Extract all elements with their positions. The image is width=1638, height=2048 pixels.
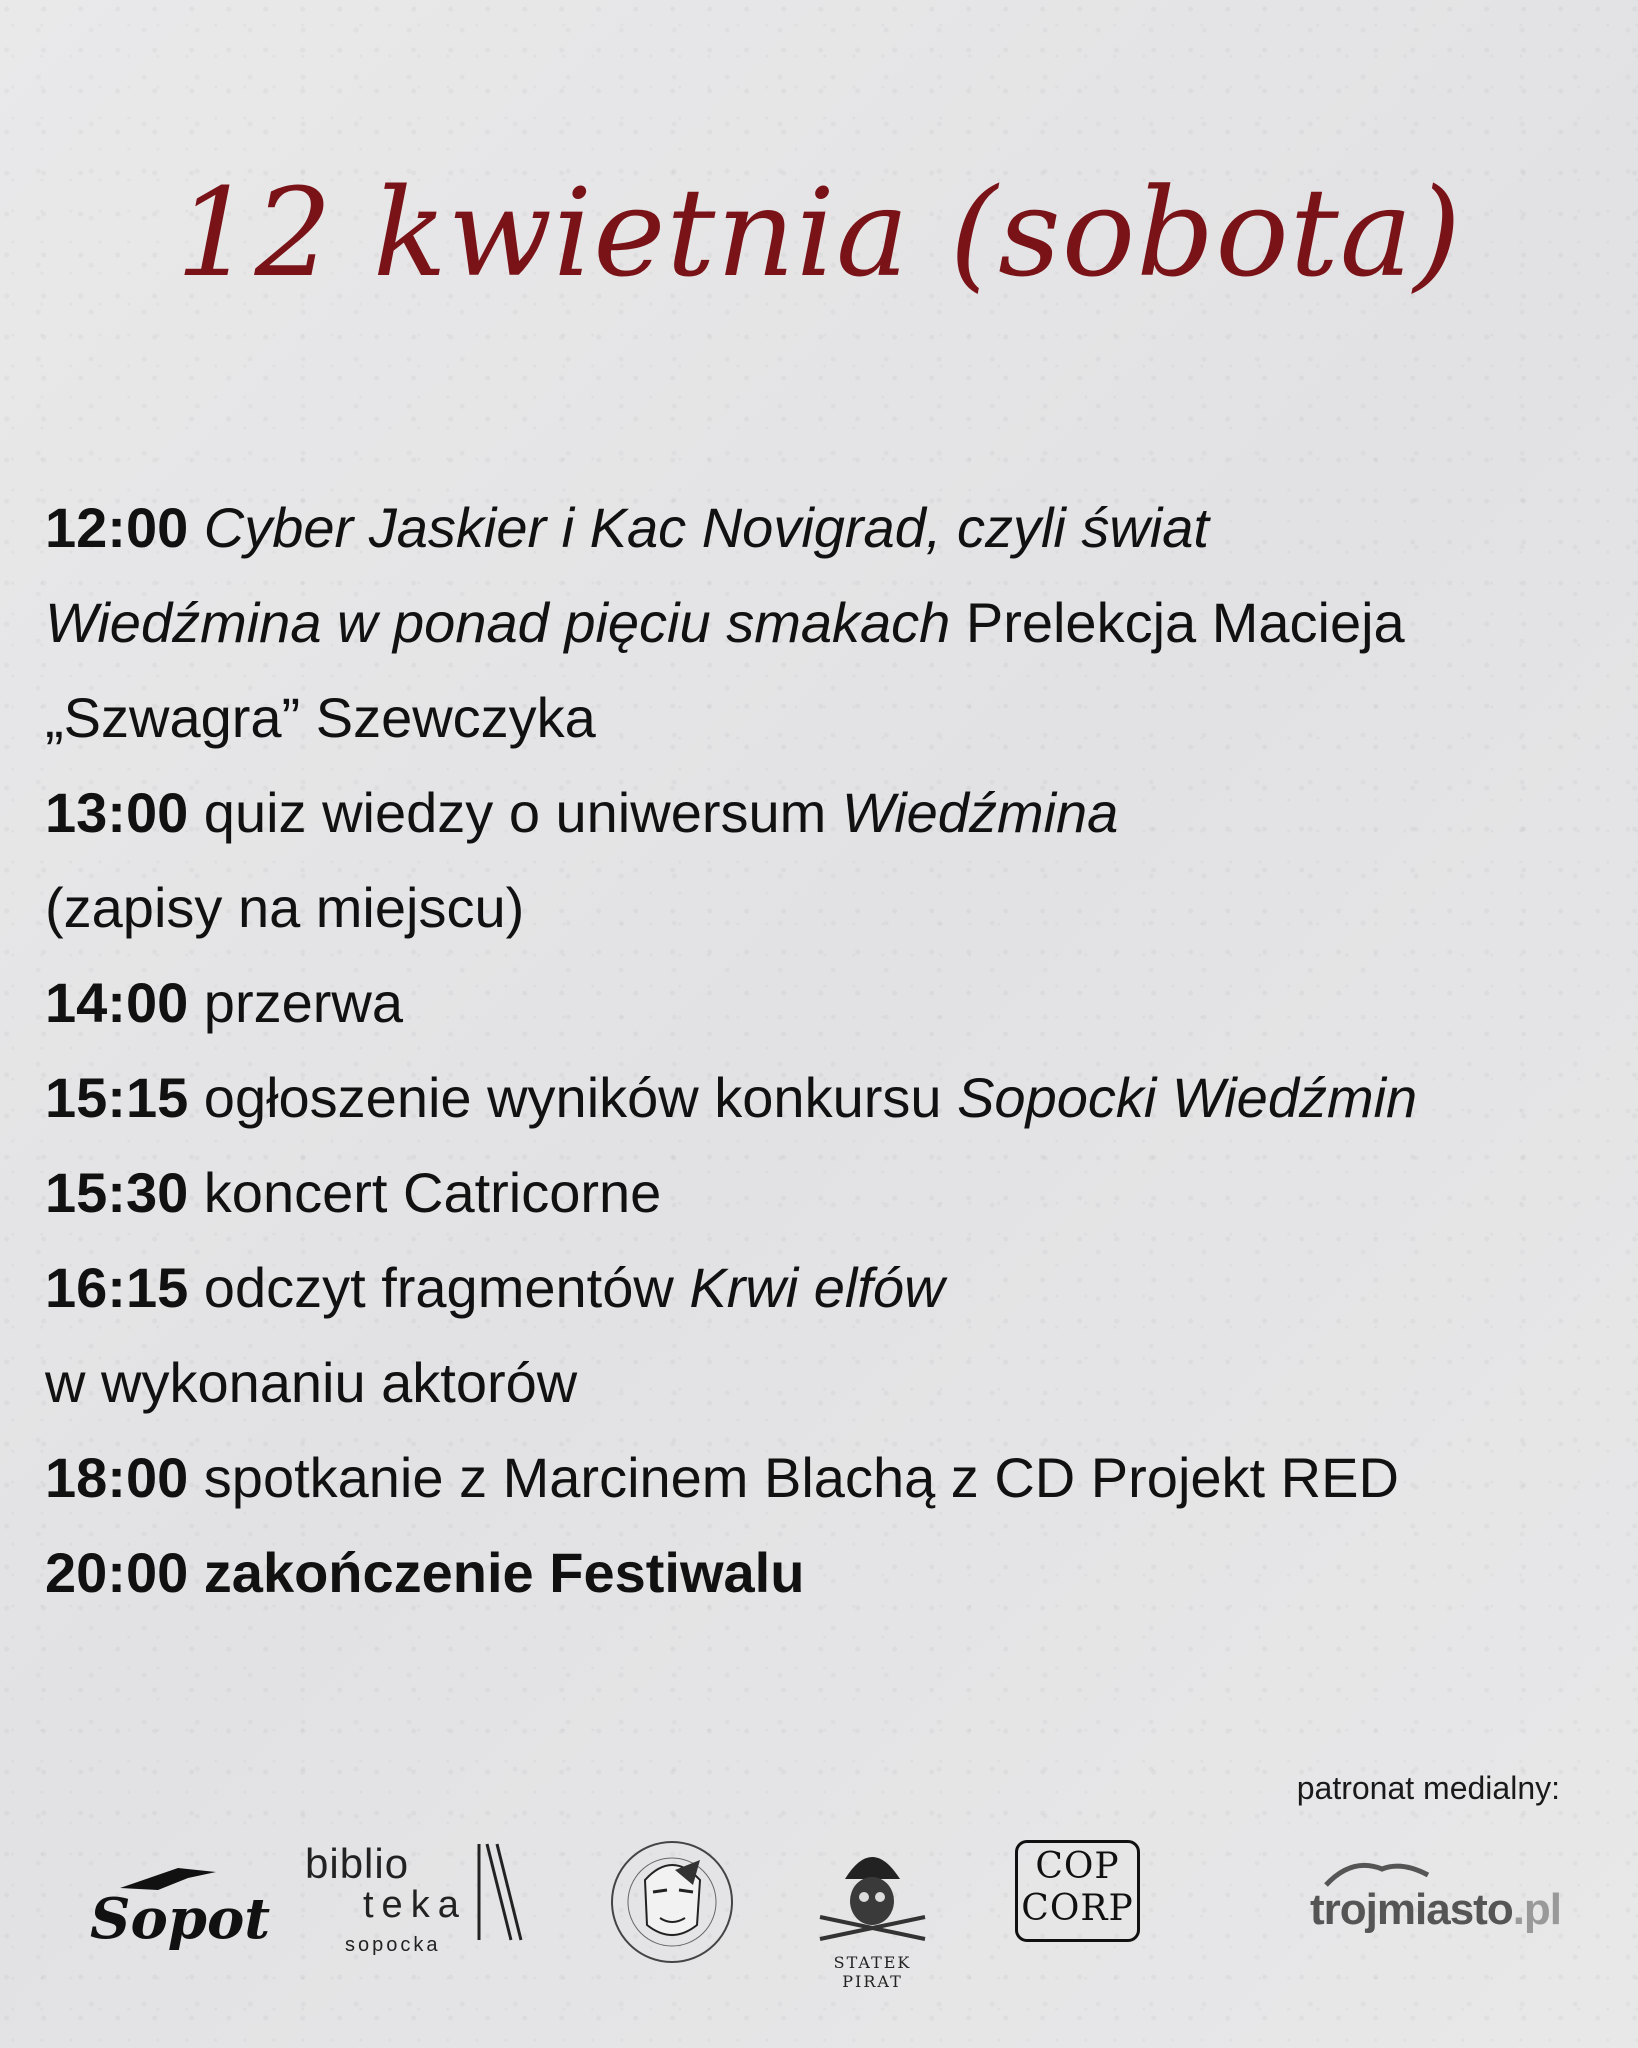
biblioteka-logo (305, 1840, 535, 1960)
biblioteka-logo-text: sopocka (345, 1934, 441, 1956)
page-title: 12 kwietnia (sobota) (175, 162, 1463, 304)
pirate-skull-icon (805, 1835, 940, 1955)
schedule-line (45, 575, 1605, 670)
schedule-line (45, 1240, 1605, 1335)
warrior-head-icon (605, 1830, 740, 1980)
event-title: Sopocki Wiedźmin (957, 1066, 1418, 1129)
event-description: koncert Catricorne (203, 1161, 662, 1224)
schedule-time: 13:00 (45, 781, 189, 844)
schedule-time: 15:30 (45, 1161, 189, 1224)
trojmiasto-logo (1310, 1855, 1560, 1945)
event-description: w wykonaniu aktorów (45, 1351, 578, 1414)
book-spines-icon (475, 1840, 535, 1950)
sopot-logo-text: Sopot (90, 1886, 271, 1952)
biblioteka-logo-text: biblio (305, 1840, 410, 1887)
cop-corp-logo-text: CORP (1021, 1888, 1134, 1929)
event-description: odczyt fragmentów (203, 1256, 674, 1319)
schedule-line (45, 1430, 1605, 1525)
trojmiasto-logo-main: trojmiasto (1310, 1885, 1513, 1934)
glowa-pelna-przygod-logo (605, 1830, 740, 1980)
schedule-line (45, 1145, 1605, 1240)
event-title: Krwi elfów (689, 1256, 945, 1319)
schedule-line (45, 1525, 1605, 1620)
event-description: zakończenie Festiwalu (203, 1541, 805, 1604)
schedule-line (45, 765, 1605, 860)
schedule-time: 16:15 (45, 1256, 189, 1319)
trojmiasto-logo-text (1310, 1885, 1561, 1935)
schedule-time: 15:15 (45, 1066, 189, 1129)
sponsor-logos (0, 1810, 1638, 2000)
schedule-time: 14:00 (45, 971, 189, 1034)
sopot-logo (90, 1850, 271, 1960)
schedule-line (45, 1335, 1605, 1430)
event-title: Wiedźmina (841, 781, 1119, 844)
event-description: przerwa (203, 971, 403, 1034)
seagull-icon (1322, 1855, 1432, 1889)
statek-pirat-logo (805, 1835, 940, 1991)
statek-pirat-logo-text: STATEK PIRAT (833, 1953, 912, 1991)
schedule-time: 12:00 (45, 496, 189, 559)
cop-corp-logo (1015, 1840, 1140, 1950)
schedule-time: 20:00 (45, 1541, 189, 1604)
event-description: Prelekcja Macieja (965, 591, 1405, 654)
event-description: (zapisy na miejscu) (45, 876, 525, 939)
event-title: Cyber Jaskier i Kac Novigrad, czyli świat (203, 496, 1209, 559)
schedule-line (45, 480, 1605, 575)
media-patron-label: patronat medialny: (1296, 1770, 1560, 1806)
schedule-line (45, 670, 1605, 765)
schedule-line (45, 860, 1605, 955)
cop-corp-logo-text: COP (1035, 1846, 1120, 1887)
event-description: spotkanie z Marcinem Blachą z CD Projekt RED (203, 1446, 1399, 1509)
event-description: ogłoszenie wyników konkursu (203, 1066, 942, 1129)
schedule-line (45, 955, 1605, 1050)
event-title: Wiedźmina w ponad pięciu smakach (45, 591, 951, 654)
trojmiasto-logo-tld: .pl (1512, 1885, 1562, 1934)
schedule (45, 480, 1605, 1620)
biblioteka-logo-text: teka (363, 1884, 467, 1926)
schedule-time: 18:00 (45, 1446, 189, 1509)
event-description: „Szwagra” Szewczyka (45, 686, 596, 749)
schedule-line (45, 1050, 1605, 1145)
event-description: quiz wiedzy o uniwersum (203, 781, 827, 844)
